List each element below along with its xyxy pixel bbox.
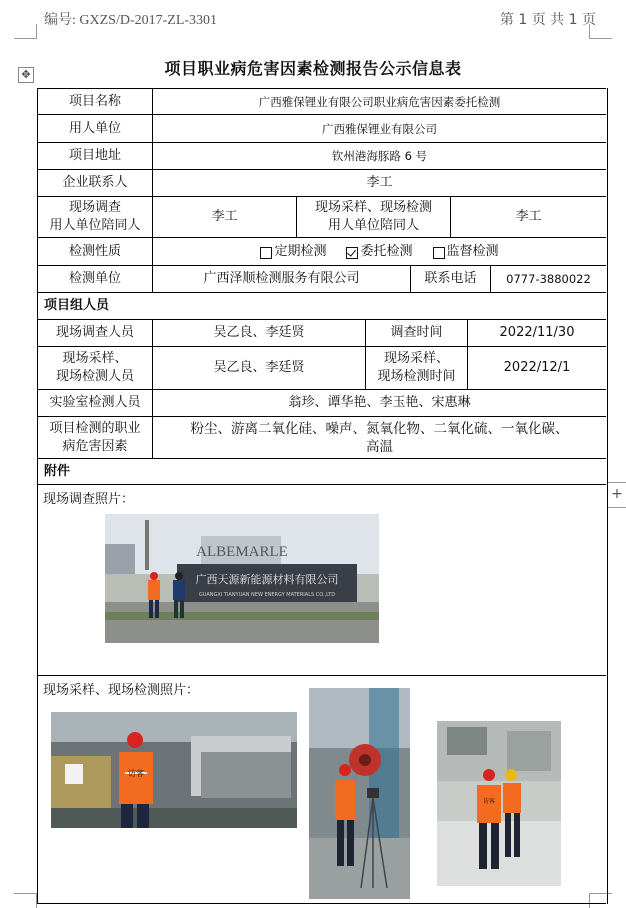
survey-companion-label-line1: 现场调查 [68, 200, 121, 215]
hazards-label [38, 417, 152, 458]
corner-mark-top-left [14, 24, 37, 39]
employer-value: 广西雅保锂业有限公司 [322, 121, 437, 136]
survey-companion-label-line2: 用人单位陪同人 [49, 218, 141, 233]
sampling-time-value: 2022/12/1 [503, 360, 571, 375]
hazards-line1: 粉尘、游离二氧化硅、噪声、氮氧化物、二氧化硫、一氧化碳、 [190, 420, 569, 437]
vest-text-3: 访客 [482, 798, 496, 805]
move-icon[interactable]: ✥ [18, 67, 34, 83]
sampling-staff-label-line2: 现场检测人员 [55, 369, 134, 384]
plus-icon[interactable]: + [607, 482, 626, 508]
group-heading: 项目组人员 [44, 298, 110, 313]
sampling-companion-label-line2: 用人单位陪同人 [327, 218, 419, 233]
sampling-photo-label: 现场采样、现场检测照片： [43, 683, 200, 698]
sampling-companion-label [297, 197, 450, 237]
hazards-label-line2: 病危害因素 [62, 438, 128, 454]
survey-photo [105, 514, 379, 643]
sampling-photo-1 [51, 712, 297, 828]
corner-mark-top-right [589, 24, 612, 39]
sampling-companion-value: 李工 [515, 209, 542, 224]
contact-value: 李工 [366, 175, 393, 190]
project-name-value: 广西雅保锂业有限公司职业病危害因素委托检测 [258, 94, 501, 109]
unit-value: 广西泽顺检测服务有限公司 [203, 271, 360, 286]
page-title: 项目职业病危害因素检测报告公示信息表 [164, 59, 462, 78]
corner-mark-bottom-left [14, 893, 37, 908]
sampling-staff-label [38, 347, 152, 389]
employer-label: 用人单位 [68, 120, 121, 136]
checkbox-icon[interactable] [260, 247, 272, 259]
sampling-photo-3 [437, 721, 561, 886]
sign-text-cn: 广西天源新能源材料有限公司 [195, 573, 339, 586]
survey-staff-value: 吴乙良、李廷贤 [213, 325, 305, 340]
survey-companion-value: 李工 [211, 209, 238, 224]
lab-staff-value: 翁珍、谭华艳、李玉艳、宋惠琳 [288, 395, 471, 410]
unit-label: 检测单位 [68, 271, 121, 286]
hazards-value [153, 417, 606, 458]
sampling-staff-label-line1: 现场采样、 [62, 351, 128, 366]
option-entrusted[interactable] [346, 243, 412, 261]
phone-value: 0777-3880022 [506, 272, 591, 286]
nature-label: 检测性质 [68, 243, 121, 259]
option-entrusted-label: 委托检测 [360, 243, 413, 259]
sign-brand: ALBEMARLE [196, 544, 288, 560]
option-supervisory[interactable] [433, 243, 499, 261]
survey-time-value: 2022/11/30 [499, 325, 575, 340]
project-name-label: 项目名称 [68, 93, 121, 109]
option-periodic-label: 定期检测 [274, 243, 327, 259]
address-value: 钦州港海豚路 6 号 [331, 149, 428, 163]
hazards-line2: 高温 [366, 438, 393, 455]
sampling-staff-value: 吴乙良、李廷贤 [213, 360, 305, 375]
option-supervisory-label: 监督检测 [446, 243, 499, 259]
page-info: 第 1 页 共 1 页 [499, 12, 596, 28]
sampling-time-label-line1: 现场采样、 [383, 351, 449, 366]
survey-photo-label: 现场调查照片： [43, 492, 135, 507]
hazards-label-line1: 项目检测的职业 [49, 420, 141, 436]
vest-text-1: 访客 [128, 769, 144, 778]
sampling-photo-2 [309, 688, 410, 899]
phone-label: 联系电话 [424, 271, 477, 286]
address-label: 项目地址 [68, 148, 121, 163]
checkbox-icon[interactable] [433, 247, 445, 259]
survey-staff-label: 现场调查人员 [55, 325, 134, 340]
nature-options [153, 238, 606, 265]
doc-number: 编号: GXZS/D-2017-ZL-3301 [44, 13, 218, 28]
sampling-time-label-line2: 现场检测时间 [377, 369, 456, 384]
checkbox-icon[interactable] [346, 247, 358, 259]
lab-staff-label: 实验室检测人员 [49, 395, 141, 410]
sign-text-en: GUANGXI TIANYUAN NEW ENERGY MATERIALS CO.,LTD [198, 592, 336, 598]
contact-label: 企业联系人 [62, 175, 128, 190]
sampling-companion-label-line1: 现场采样、现场检测 [314, 200, 432, 215]
survey-time-label: 调查时间 [390, 325, 443, 340]
attachment-heading: 附件 [44, 463, 71, 479]
survey-companion-label [38, 197, 152, 237]
option-periodic[interactable] [260, 243, 326, 261]
sampling-time-label [366, 347, 467, 389]
